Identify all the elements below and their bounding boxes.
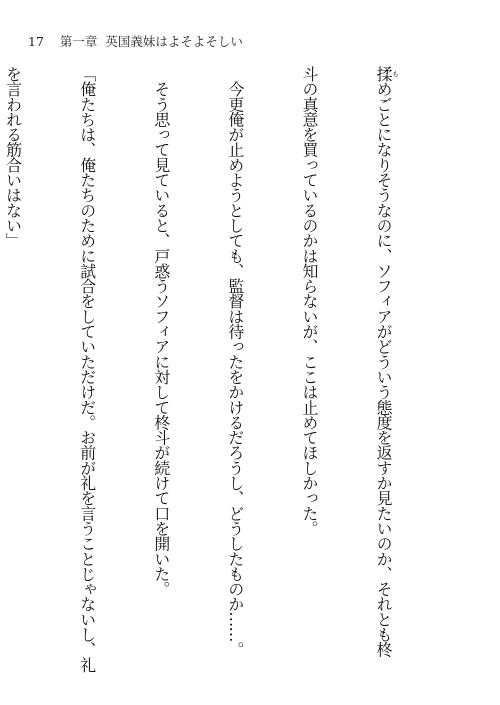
chapter-label: 第一章 — [59, 34, 98, 49]
page-number: 17 — [28, 33, 44, 49]
text-line-5: 「俺たちは、俺たちのために試合をしていただけだ。お前が礼を言うことじゃないし、礼 — [77, 66, 97, 672]
ruby-reading: も — [391, 66, 400, 82]
text-line-3: 今更俺が止めようとしても、監督は待ったをかけるだろうし、どうしたものか……。 — [225, 66, 245, 657]
text-line-1-rest: めごとになりそうなのに、ソフィアがどういう態度を返すか見たいのか、それとも柊 — [374, 81, 394, 657]
running-header — [28, 32, 243, 50]
text-line-2: 斗の真意を買っているのかは知らないが、ここは止めてほしかった。 — [299, 66, 319, 536]
ruby-word — [374, 66, 400, 82]
text-line-4: そう思って見ていると、戸惑うソフィアに対して柊斗が続けて口を開いた。 — [151, 66, 171, 597]
chapter-title: 英国義妹はよそよそしい — [105, 34, 243, 49]
text-line-1 — [370, 66, 399, 674]
vertical-body-text — [3, 66, 449, 674]
text-line-6: を言われる筋合いはない」 — [3, 66, 23, 248]
ruby-base: 揉 — [374, 66, 394, 82]
